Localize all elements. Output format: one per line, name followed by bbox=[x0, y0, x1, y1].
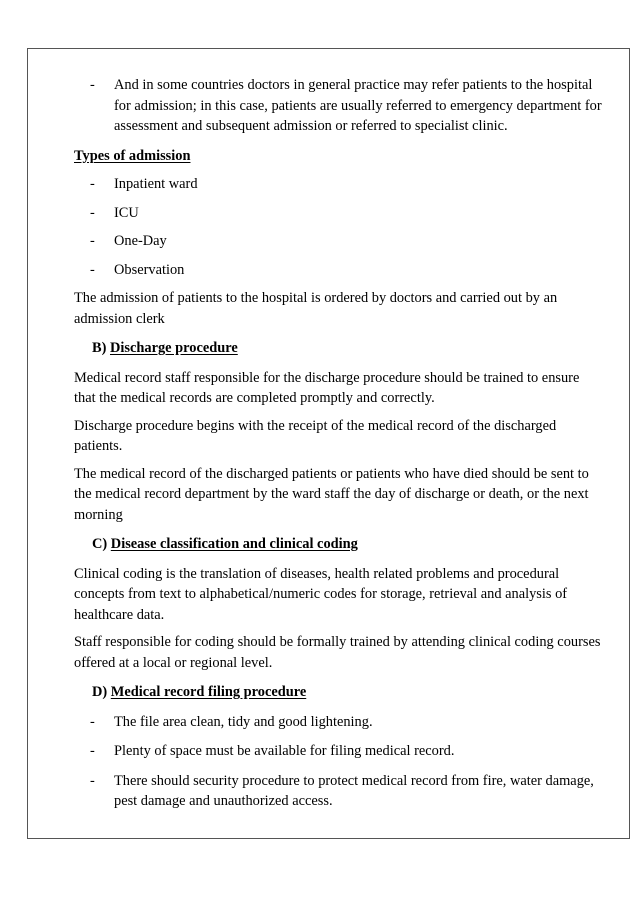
discharge-paragraph-3: The medical record of the discharged patients or patients who have died should be sent to the medical record department by the ward staff the day of discharge or death, or the next morning bbox=[74, 465, 589, 523]
intro-line-3: assessment and subsequent admission or referred to specialist clinic. bbox=[114, 118, 508, 134]
intro-bullet bbox=[74, 75, 614, 137]
coding-heading: C) Disease classification and clinical coding bbox=[92, 536, 358, 552]
admission-type-item: - Observation bbox=[90, 261, 185, 278]
filing-item: - Plenty of space must be available for filing medical record. bbox=[90, 743, 455, 759]
intro-line-2: for admission; in this case, patients are usually referred to emergency department for bbox=[114, 97, 602, 114]
discharge-heading: B) Discharge procedure bbox=[92, 340, 238, 356]
admission-type-item: - One-Day bbox=[90, 233, 167, 249]
types-of-admission-heading: Types of admission bbox=[74, 147, 191, 164]
discharge-paragraph-2: Discharge procedure begins with the receipt of the medical record of the discharged patients. bbox=[74, 417, 557, 454]
filing-item: - There should security procedure to protect medical record from fire, water damage, pest damage and unauthorized access. bbox=[90, 772, 594, 809]
intro-line-1: And in some countries doctors in general practice may refer patients to the hospital bbox=[114, 77, 593, 93]
filing-heading: D) Medical record filing procedure bbox=[92, 684, 307, 700]
admission-type-item: - ICU bbox=[90, 204, 139, 221]
coding-paragraph-1: Clinical coding is the translation of diseases, health related problems and procedural concepts from text to alphabetical/numeric codes for storage, retrieval and analysis of healthcare data. bbox=[74, 565, 568, 623]
bullet-dash: - bbox=[90, 77, 95, 93]
document-body bbox=[74, 75, 614, 812]
filing-item: - The file area clean, tidy and good lightening. bbox=[90, 713, 373, 730]
admission-type-item: - Inpatient ward bbox=[90, 176, 198, 192]
discharge-paragraph-1: Medical record staff responsible for the discharge procedure should be trained to ensure that the medical records are completed promptly and correctly. bbox=[74, 369, 580, 406]
coding-paragraph-2: Staff responsible for coding should be formally trained by attending clinical coding courses offered at a local or regional level. bbox=[74, 634, 601, 671]
admission-paragraph: The admission of patients to the hospital is ordered by doctors and carried out by an admission clerk bbox=[74, 290, 558, 327]
